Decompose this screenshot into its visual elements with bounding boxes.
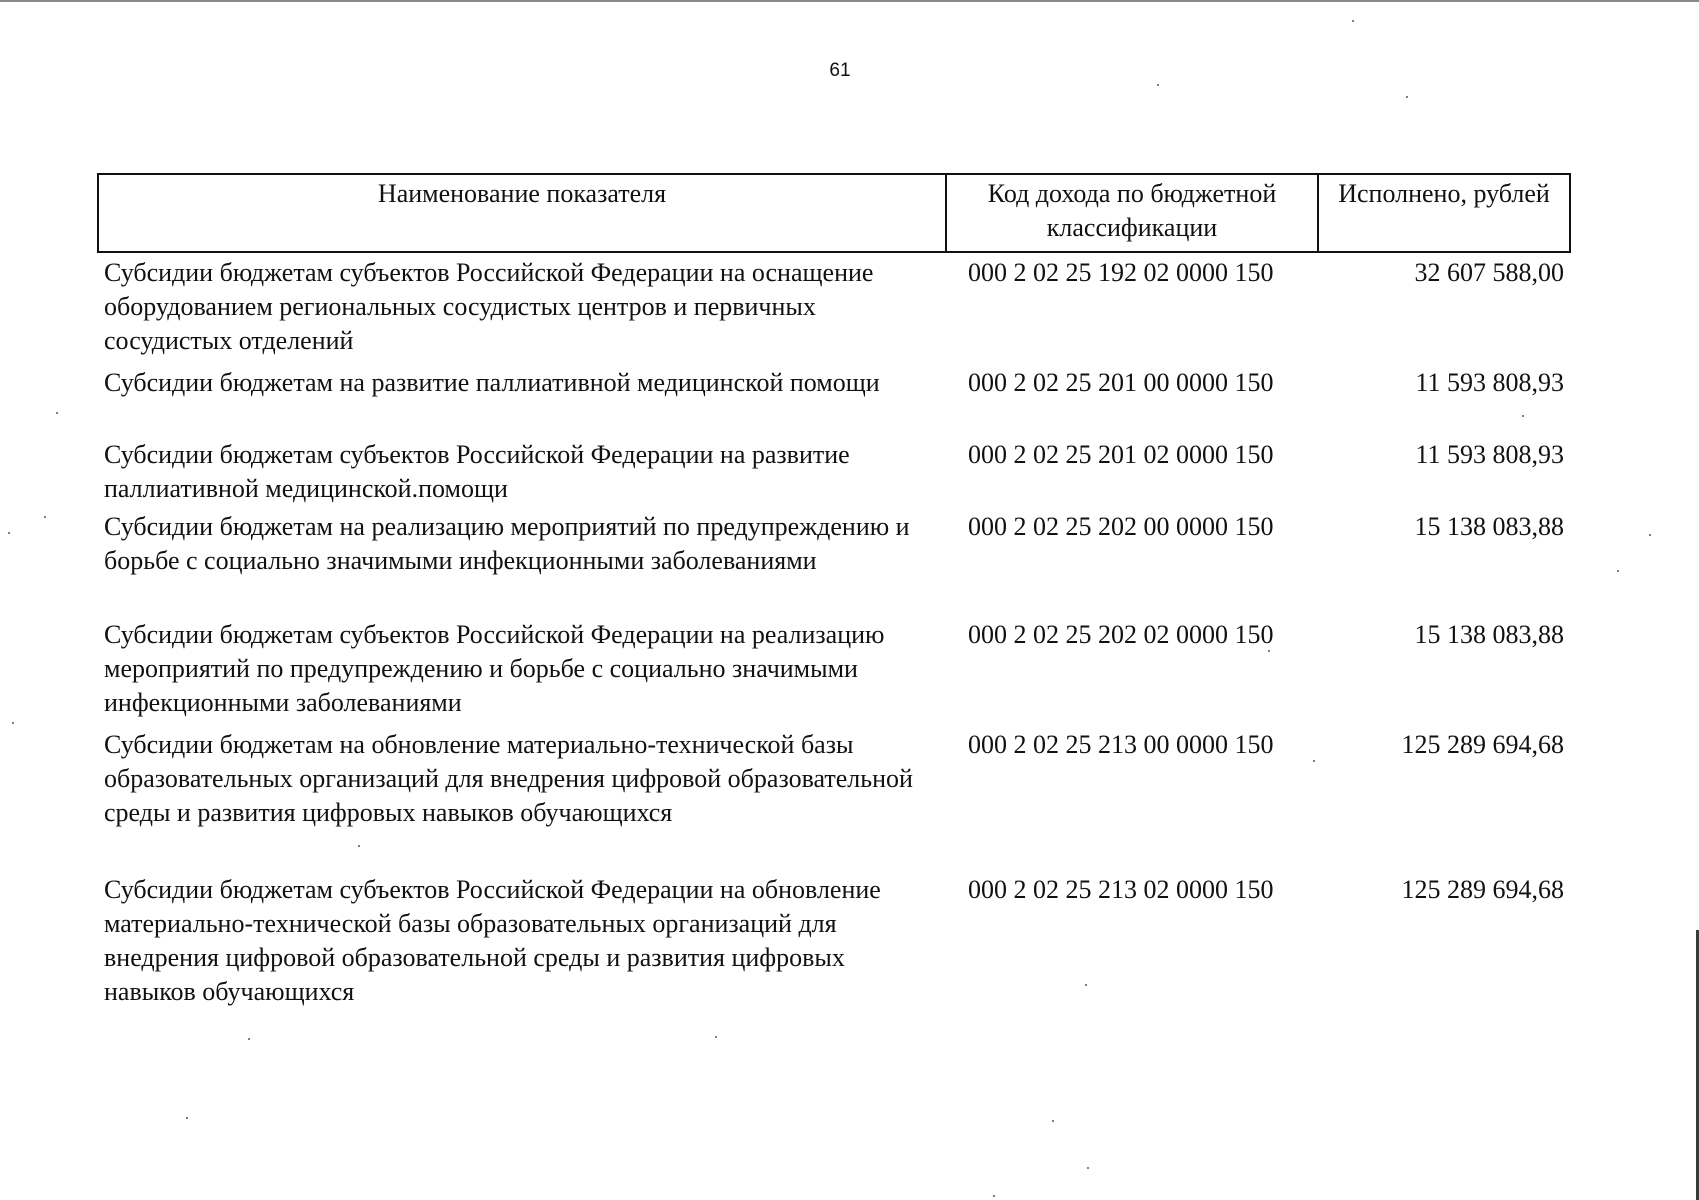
income-code: 000 2 02 25 213 02 0000 150 [968,875,1274,904]
income-code: 000 2 02 25 192 02 0000 150 [968,258,1274,287]
scan-speck [44,516,46,518]
header-indicator-name: Наименование показателя [98,174,946,252]
scan-speck [1352,20,1354,22]
table-row [98,873,1570,1013]
budget-income-table [97,173,1571,1013]
scan-speck [1087,1167,1089,1169]
scan-speck [248,1038,250,1040]
scan-speck [1268,650,1270,652]
income-code: 000 2 02 25 201 02 0000 150 [968,440,1274,469]
income-code: 000 2 02 25 201 00 0000 150 [968,368,1274,397]
scan-speck [1617,570,1619,572]
executed-amount: 11 593 808,93 [1415,368,1564,397]
header-executed-amount: Исполнено, рублей [1318,174,1570,252]
scan-speck [1052,1120,1054,1122]
indicator-name: Субсидии бюджетам субъектов Российской Федерации на оснащение оборудованием региональных сосудистых центров и первичных сосудистых отделений [104,258,874,355]
table-row [98,438,1570,510]
executed-amount: 32 607 588,00 [1414,258,1564,287]
table-body [98,252,1570,1013]
executed-amount: 15 138 083,88 [1414,512,1564,541]
scan-speck [186,1117,188,1119]
executed-amount: 125 289 694,68 [1401,875,1564,904]
scan-speck [1157,84,1159,86]
table-header [98,174,1570,252]
scan-speck [1649,534,1651,536]
scan-speck [715,1036,717,1038]
scan-speck [8,532,10,534]
executed-amount: 125 289 694,68 [1401,730,1564,759]
executed-amount: 15 138 083,88 [1414,620,1564,649]
table-row [98,252,1570,366]
table-row [98,618,1570,728]
scan-speck [1085,984,1087,986]
table-row [98,366,1570,438]
scan-speck [993,1195,995,1197]
indicator-name: Субсидии бюджетам субъектов Российской Федерации на обновление материально-технической базы образовательных организаций для внедрения цифровой образовательной среды и развития цифровых навыков обучающихся [104,875,881,1006]
top-edge-rule [0,0,1699,2]
header-row [98,174,1570,252]
scan-speck [1313,760,1315,762]
scan-speck [358,845,360,847]
table-row [98,728,1570,873]
executed-amount: 11 593 808,93 [1415,440,1564,469]
indicator-name: Субсидии бюджетам на обновление материально-технической базы образовательных организаций для внедрения цифровой образовательной среды и развития цифровых навыков обучающихся [104,730,913,827]
scan-speck [56,412,58,414]
indicator-name: Субсидии бюджетам на реализацию мероприятий по предупреждению и борьбе с социально значимыми инфекционными заболеваниями [104,512,910,575]
indicator-name: Субсидии бюджетам субъектов Российской Федерации на развитие паллиативной медицинской.помощи [104,440,850,503]
table-row [98,510,1570,618]
scan-speck [1406,96,1408,98]
income-code: 000 2 02 25 202 00 0000 150 [968,512,1274,541]
income-code: 000 2 02 25 213 00 0000 150 [968,730,1274,759]
scan-speck [12,722,14,724]
header-income-code: Код дохода по бюджетной классификации [946,174,1318,252]
income-code: 000 2 02 25 202 02 0000 150 [968,620,1274,649]
indicator-name: Субсидии бюджетам субъектов Российской Федерации на реализацию мероприятий по предупреждению и борьбе с социально значимыми инфекционными заболеваниями [104,620,885,717]
page-number: 61 [829,60,851,81]
scan-speck [1522,415,1524,417]
indicator-name: Субсидии бюджетам на развитие паллиативной медицинской помощи [104,368,880,397]
